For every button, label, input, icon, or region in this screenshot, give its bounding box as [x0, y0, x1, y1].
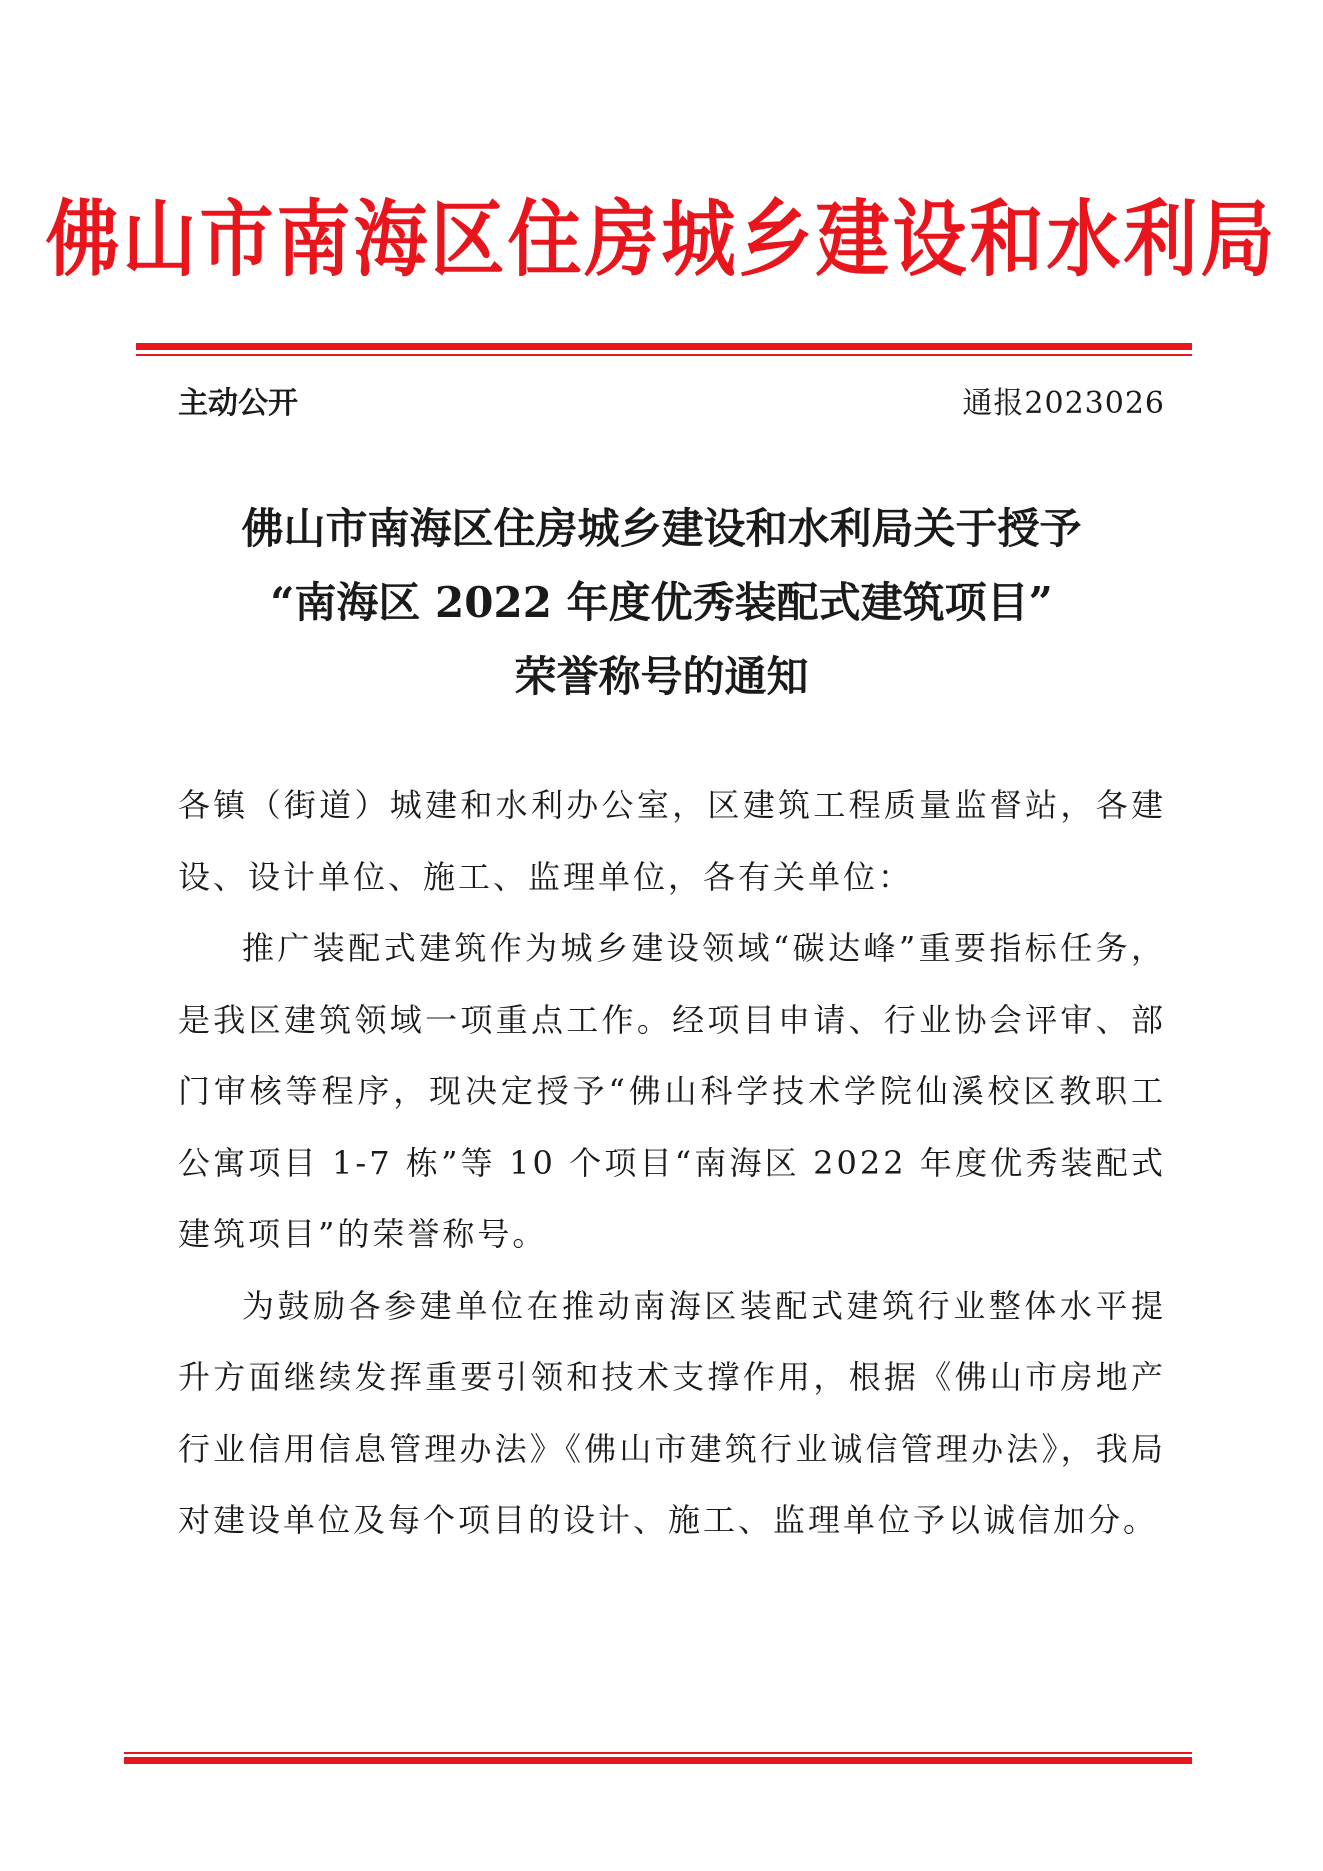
document-title [150, 492, 1173, 714]
header-rule-thin [136, 354, 1192, 356]
footer-rule-thick [124, 1757, 1192, 1764]
salutation: 各镇（街道）城建和水利办公室，区建筑工程质量监督站，各建设、设计单位、施工、监理单位，各有关单位： [178, 786, 1166, 896]
issuer-masthead: 佛山市南海区住房城乡建设和水利局 [45, 191, 1278, 289]
title-line-3: 荣誉称号的通知 [514, 652, 809, 701]
body-paragraph-1: 推广装配式建筑作为城乡建设领域“碳达峰”重要指标任务，是我区建筑领域一项重点工作。经项目申请、行业协会评审、部门审核等程序，现决定授予“佛山科学技术学院仙溪校区教职工公寓项目 1-7 栋”等 10 个项目“南海区 2022 年度优秀装配式建筑项目”的荣誉称号。 [178, 929, 1166, 1253]
title-line-2: “南海区 2022 年度优秀装配式建筑项目” [270, 578, 1053, 627]
body-paragraph-2: 为鼓励各参建单位在推动南海区装配式建筑行业整体水平提升方面继续发挥重要引领和技术支撑作用，根据《佛山市房地产行业信用信息管理办法》《佛山市建筑行业诚信管理办法》，我局对建设单位及每个项目的设计、施工、监理单位予以诚信加分。 [178, 1286, 1166, 1539]
disclosure-label: 主动公开 [178, 386, 298, 421]
header-rule-thick [136, 343, 1192, 350]
footer-rule-thin [124, 1752, 1192, 1754]
document-body [178, 770, 1166, 1557]
document-number: 通报2023026 [962, 386, 1165, 421]
title-line-1: 佛山市南海区住房城乡建设和水利局关于授予 [241, 504, 1082, 553]
